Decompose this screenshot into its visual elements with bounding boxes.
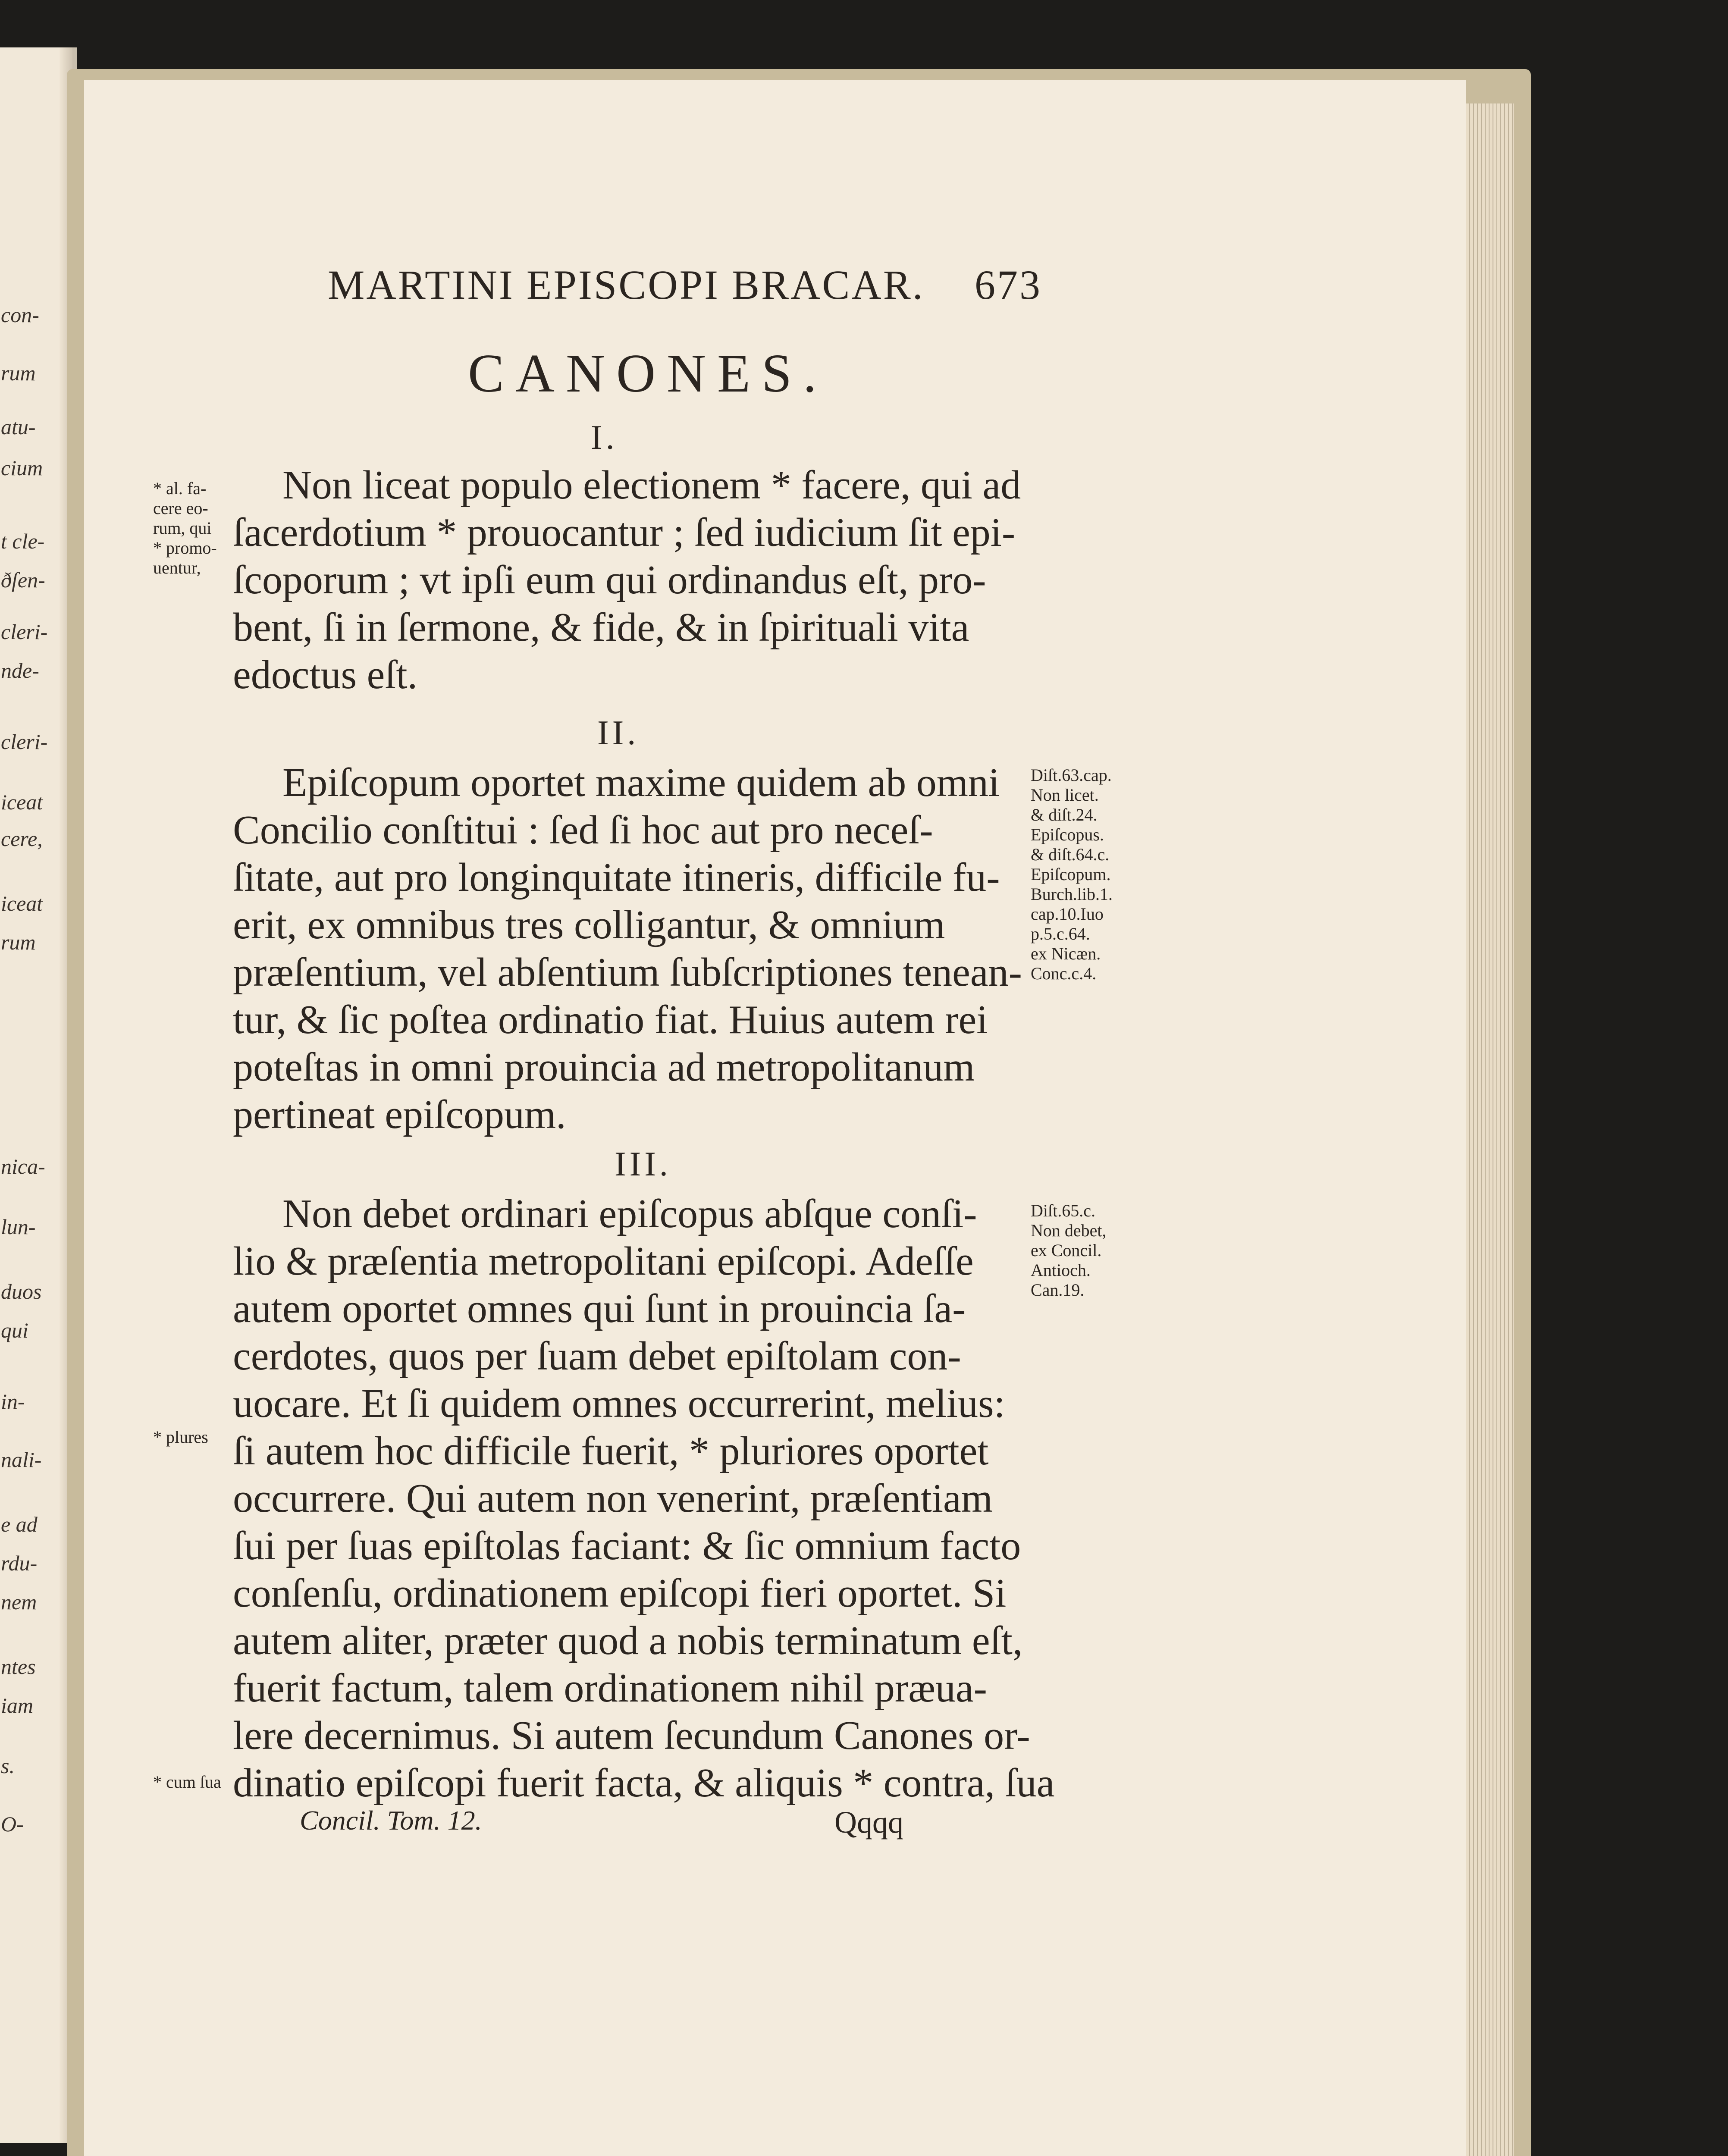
canon-text-line: tur, & ſic poſtea ordinatio fiat. Huius autem rei bbox=[233, 997, 988, 1042]
left-page-fragment: ntes bbox=[1, 1655, 36, 1679]
canon-text-line: uocare. Et ſi quidem omnes occurrerint, melius: bbox=[233, 1381, 1005, 1426]
left-page-fragment: nde- bbox=[1, 658, 39, 683]
right-margin-note: Diſt.65.c. bbox=[1031, 1201, 1095, 1220]
canon-text-line: autem oportet omnes qui ſunt in prouincia ſa- bbox=[233, 1286, 966, 1331]
left-page-fragment: s. bbox=[1, 1754, 15, 1778]
left-margin-note: * cum ſua bbox=[153, 1772, 221, 1792]
canon-text-line: erit, ex omnibus tres colligantur, & omnium bbox=[233, 903, 945, 947]
canon-text-line: poteſtas in omni prouincia ad metropolitanum bbox=[233, 1045, 975, 1090]
canon-text-line: autem aliter, præter quod a nobis terminatum eſt, bbox=[233, 1618, 1023, 1663]
left-page-fragment: cium bbox=[1, 456, 43, 480]
left-page-fragment: qui bbox=[1, 1318, 28, 1342]
canon-text-line: pertineat epiſcopum. bbox=[233, 1092, 566, 1137]
right-margin-note: ex Concil. bbox=[1031, 1241, 1102, 1260]
left-page-fragment: t cle- bbox=[1, 529, 45, 553]
canon-text-line: ſi autem hoc difficile fuerit, * pluriores oportet bbox=[233, 1429, 989, 1473]
left-page bbox=[0, 47, 77, 2143]
canon-text-line: præſentium, vel abſentium ſubſcriptiones tenean- bbox=[233, 950, 1022, 995]
canon-text-line: occurrere. Qui autem non venerint, præſentiam bbox=[233, 1476, 993, 1521]
left-page-fragment: e ad bbox=[1, 1512, 38, 1536]
right-margin-note: & diſt.24. bbox=[1031, 805, 1098, 824]
right-margin-note: Conc.c.4. bbox=[1031, 964, 1097, 983]
canon-text-line: fuerit factum, talem ordinationem nihil præua- bbox=[233, 1666, 987, 1711]
page-edges bbox=[1466, 103, 1514, 2156]
right-margin-note: Epiſcopus. bbox=[1031, 825, 1104, 844]
left-page-fragment: ðſen- bbox=[1, 568, 45, 592]
left-page-fragment: iceat bbox=[1, 790, 43, 814]
right-margin-note: Antioch. bbox=[1031, 1260, 1091, 1280]
left-page-fragment: cleri- bbox=[1, 620, 48, 644]
right-margin-note: & diſt.64.c. bbox=[1031, 845, 1110, 864]
left-page-fragment: iam bbox=[1, 1693, 33, 1717]
left-page-fragment: nica- bbox=[1, 1154, 45, 1178]
signature-mark: Qqqq bbox=[834, 1805, 903, 1839]
right-margin-note: cap.10.Iuo bbox=[1031, 904, 1104, 924]
canon-text-line: Concilio conſtitui : ſed ſi hoc aut pro neceſ- bbox=[233, 808, 933, 852]
canon-text-line: lio & præſentia metropolitani epiſcopi. Adeſſe bbox=[233, 1239, 974, 1284]
left-page-fragment: in- bbox=[1, 1389, 25, 1413]
left-page-fragment: nem bbox=[1, 1590, 37, 1614]
left-page-fragment: iceat bbox=[1, 891, 43, 915]
left-page-fragment: rdu- bbox=[1, 1551, 38, 1575]
right-margin-note: Burch.lib.1. bbox=[1031, 884, 1113, 904]
left-margin-note: uentur, bbox=[153, 558, 201, 577]
left-page-fragment: cere, bbox=[1, 827, 43, 851]
running-title: MARTINI EPISCOPI BRACAR. bbox=[328, 262, 925, 308]
left-page-fragment: O- bbox=[1, 1812, 24, 1836]
canon-text-line: ſitate, aut pro longinquitate itineris, difficile fu- bbox=[233, 855, 1000, 900]
canon-text-line: lere decernimus. Si autem ſecundum Canones or- bbox=[233, 1713, 1030, 1758]
left-page-fragment: lun- bbox=[1, 1215, 36, 1239]
left-page-fragment: atu- bbox=[1, 415, 36, 439]
right-margin-note: Epiſcopum. bbox=[1031, 865, 1111, 884]
left-margin-note: cere eo- bbox=[153, 498, 208, 518]
canon-text-line: Non liceat populo electionem * facere, qui ad bbox=[282, 463, 1021, 508]
canon-text-line: Epiſcopum oportet maxime quidem ab omni bbox=[282, 760, 1000, 805]
left-page-fragment: rum bbox=[1, 930, 36, 954]
canon-text-line: dinatio epiſcopi fuerit facta, & aliquis * contra, ſua bbox=[233, 1761, 1055, 1805]
left-page-fragment: duos bbox=[1, 1279, 42, 1304]
right-margin-note: p.5.c.64. bbox=[1031, 924, 1090, 943]
right-margin-note: Non debet, bbox=[1031, 1221, 1107, 1240]
canon-text-line: cerdotes, quos per ſuam debet epiſtolam con- bbox=[233, 1334, 961, 1379]
canon-text-line: ſcoporum ; vt ipſi eum qui ordinandus eſt, pro- bbox=[233, 558, 986, 602]
right-margin-note: ex Nicæn. bbox=[1031, 944, 1101, 963]
canon-text-line: ſui per ſuas epiſtolas faciant: & ſic omnium facto bbox=[233, 1523, 1021, 1568]
left-page-fragment: con- bbox=[1, 303, 39, 327]
left-page-fragment: cleri- bbox=[1, 730, 48, 754]
canon-text-line: conſenſu, ordinationem epiſcopi fieri oportet. Si bbox=[233, 1571, 1007, 1616]
canon-text-line: ſacerdotium * prouocantur ; ſed iudicium ſit epi- bbox=[233, 510, 1016, 555]
left-margin-note: * plures bbox=[153, 1427, 208, 1447]
left-margin-note: * promo- bbox=[153, 538, 217, 558]
canon-text-line: bent, ſi in ſermone, & fide, & in ſpirituali vita bbox=[233, 605, 969, 650]
canon-numeral: II. bbox=[597, 714, 640, 752]
page-number: 673 bbox=[975, 262, 1042, 308]
left-margin-note: * al. fa- bbox=[153, 479, 207, 498]
volume-reference: Concil. Tom. 12. bbox=[300, 1805, 482, 1836]
left-margin-note: rum, qui bbox=[153, 518, 212, 538]
left-page-fragment: rum bbox=[1, 361, 36, 385]
canon-numeral: I. bbox=[591, 419, 618, 457]
canon-numeral: III. bbox=[615, 1145, 671, 1183]
right-margin-note: Non licet. bbox=[1031, 785, 1099, 805]
book-page bbox=[84, 80, 1466, 2156]
canon-text-line: Non debet ordinari epiſcopus abſque conſi- bbox=[282, 1191, 977, 1236]
left-page-fragment: nali- bbox=[1, 1448, 42, 1472]
canon-text-line: edoctus eſt. bbox=[233, 652, 418, 697]
right-margin-note: Diſt.63.cap. bbox=[1031, 765, 1112, 785]
page-title: CANONES. bbox=[468, 344, 828, 404]
right-margin-note: Can.19. bbox=[1031, 1280, 1085, 1300]
